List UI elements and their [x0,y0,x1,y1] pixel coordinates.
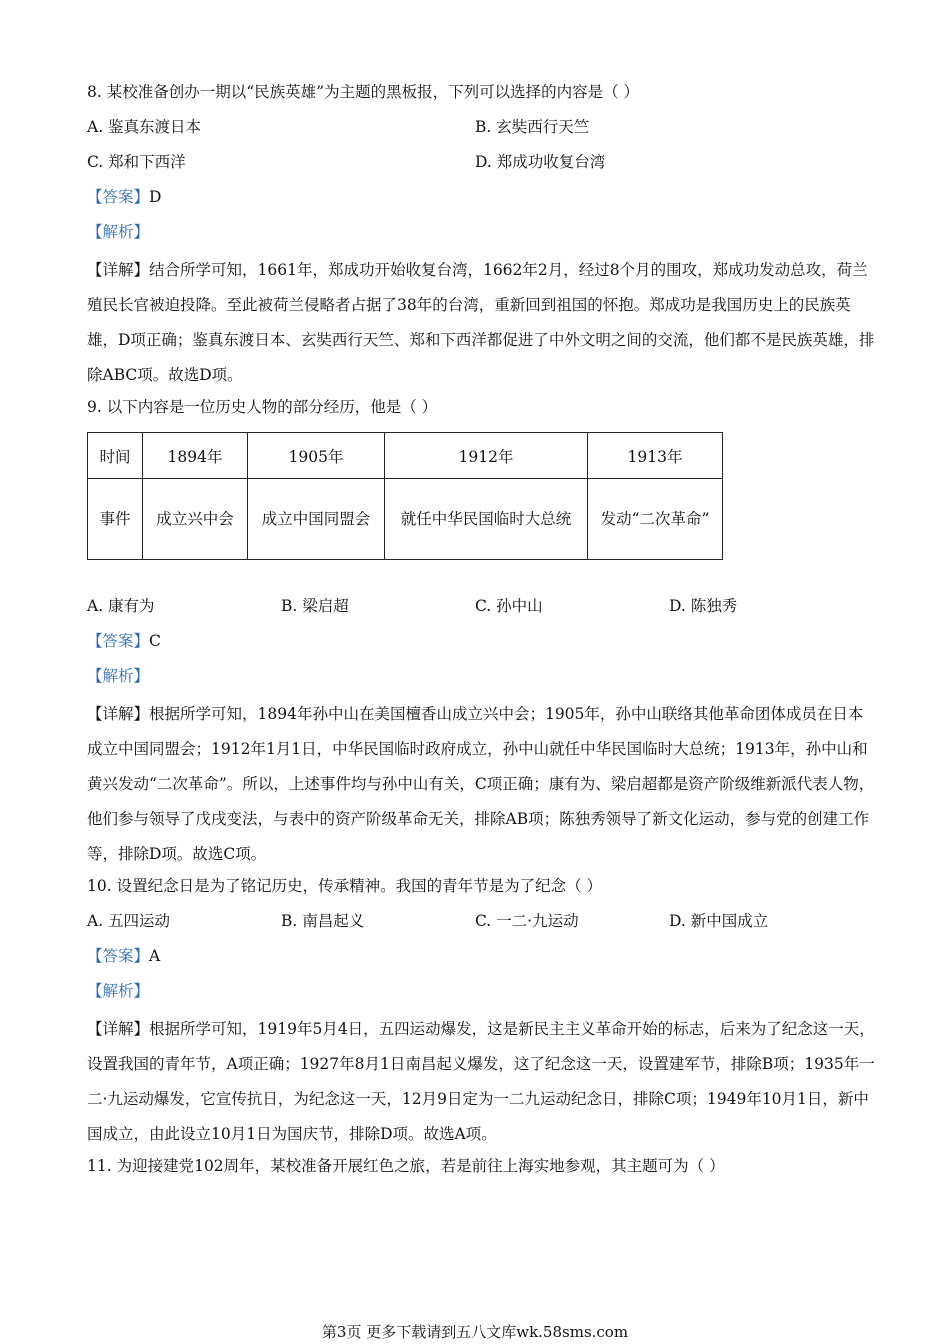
q8-analysis-label [87,218,877,253]
q10-answer [87,942,877,977]
q10-detail-text: 根据所学可知，1919年5月4日，五四运动爆发，这是新民主主义革命开始的标志，后来为了纪念这一天，设置我国的青年节，A项正确；1927年8月1日南昌起义爆发，这了纪念这一天，设置建军节，排除B项；1935年一二·九运动爆发，它宣传抗日，为纪念这一天，12月9日定为一二九运动纪念日，排除C项；1949年10月1日，新中国成立，由此设立10月1日为国庆节，排除D项。故选A项。 [87,1020,875,1143]
q9-option-a: A. 康有为 [87,597,155,615]
analysis-tag: 【解析】 [87,223,150,241]
q8-answer [87,183,877,218]
q9-options-row [87,592,877,627]
q9-history-table [87,432,723,560]
q10-answer-value: A [149,947,161,965]
analysis-tag: 【解析】 [87,667,150,685]
table-header-cell: 1912年 [385,433,588,479]
q10-option-d: D. 新中国成立 [669,912,769,930]
table-cell: 就任中华民国临时大总统 [385,479,588,560]
table-header-cell: 1894年 [143,433,248,479]
q8-options-row-2 [87,148,877,183]
document-page [87,78,877,1187]
q11-stem: 11. 为迎接建党102周年，某校准备开展红色之旅，若是前往上海实地参观，其主题可为（ ） [87,1157,725,1175]
q8-option-a: A. 鉴真东渡日本 [87,118,202,136]
detail-tag: 【详解】 [87,261,150,279]
q8-detail-text: 结合所学可知，1661年，郑成功开始收复台湾，1662年2月，经过8个月的围攻，郑成功发动总攻，荷兰殖民长官被迫投降。至此被荷兰侵略者占据了38年的台湾，重新回到祖国的怀抱。郑成功是我国历史上的民族英雄，D项正确；鉴真东渡日本、玄奘西行天竺、郑和下西洋都促进了中外文明之间的交流，他们都不是民族英雄，排除ABC项。故选D项。 [87,261,875,384]
table-cell: 发动“二次革命” [588,479,723,560]
q10-detail [87,1012,877,1152]
q9-answer-value: C [149,632,161,650]
detail-tag: 【详解】 [87,705,150,723]
q10-options-row [87,907,877,942]
answer-tag: 【答案】 [87,632,150,650]
table-header-cell: 时间 [88,433,143,479]
table-header-cell: 1913年 [588,433,723,479]
q8-options-row-1 [87,113,877,148]
table-header-row [88,433,723,479]
analysis-tag: 【解析】 [87,982,150,1000]
q8-option-b: B. 玄奘西行天竺 [475,118,590,136]
q8-answer-value: D [149,188,162,206]
q8-detail [87,253,877,393]
q9-detail-text: 根据所学可知，1894年孙中山在美国檀香山成立兴中会；1905年，孙中山联络其他革命团体成员在日本成立中国同盟会；1912年1月1日，中华民国临时政府成立，孙中山就任中华民国临时大总统；1913年，孙中山和黄兴发动“二次革命”。所以，上述事件均与孙中山有关，C项正确；康有为、梁启超都是资产阶级维新派代表人物，他们参与领导了戊戌变法，与表中的资产阶级革命无关，排除AB项；陈独秀领导了新文化运动，参与党的创建工作等，排除D项。故选C项。 [87,705,875,863]
q9-option-d: D. 陈独秀 [669,597,738,615]
q10-analysis-label [87,977,877,1012]
q9-answer [87,627,877,662]
page-footer: 第3页 更多下载请到五八文库wk.58sms.com [321,1323,629,1341]
q8-option-d: D. 郑成功收复台湾 [475,153,606,171]
table-cell: 成立中国同盟会 [248,479,385,560]
q9-option-b: B. 梁启超 [281,597,349,615]
q9-stem: 9. 以下内容是一位历史人物的部分经历，他是（ ） [87,398,438,416]
q10-stem: 10. 设置纪念日是为了铭记历史，传承精神。我国的青年节是为了纪念（ ） [87,877,603,895]
q9-detail [87,697,877,872]
table-row-label: 事件 [88,479,143,560]
q8-stem: 8. 某校准备创办一期以“民族英雄”为主题的黑板报，下列可以选择的内容是（ ） [87,83,639,101]
q8-option-c: C. 郑和下西洋 [87,153,186,171]
detail-tag: 【详解】 [87,1020,150,1038]
table-row [88,479,723,560]
answer-tag: 【答案】 [87,947,150,965]
q10-option-a: A. 五四运动 [87,912,171,930]
q9-analysis-label [87,662,877,697]
answer-tag: 【答案】 [87,188,150,206]
table-header-cell: 1905年 [248,433,385,479]
q10-option-b: B. 南昌起义 [281,912,365,930]
table-cell: 成立兴中会 [143,479,248,560]
q10-option-c: C. 一二·九运动 [475,912,579,930]
q9-option-c: C. 孙中山 [475,597,543,615]
